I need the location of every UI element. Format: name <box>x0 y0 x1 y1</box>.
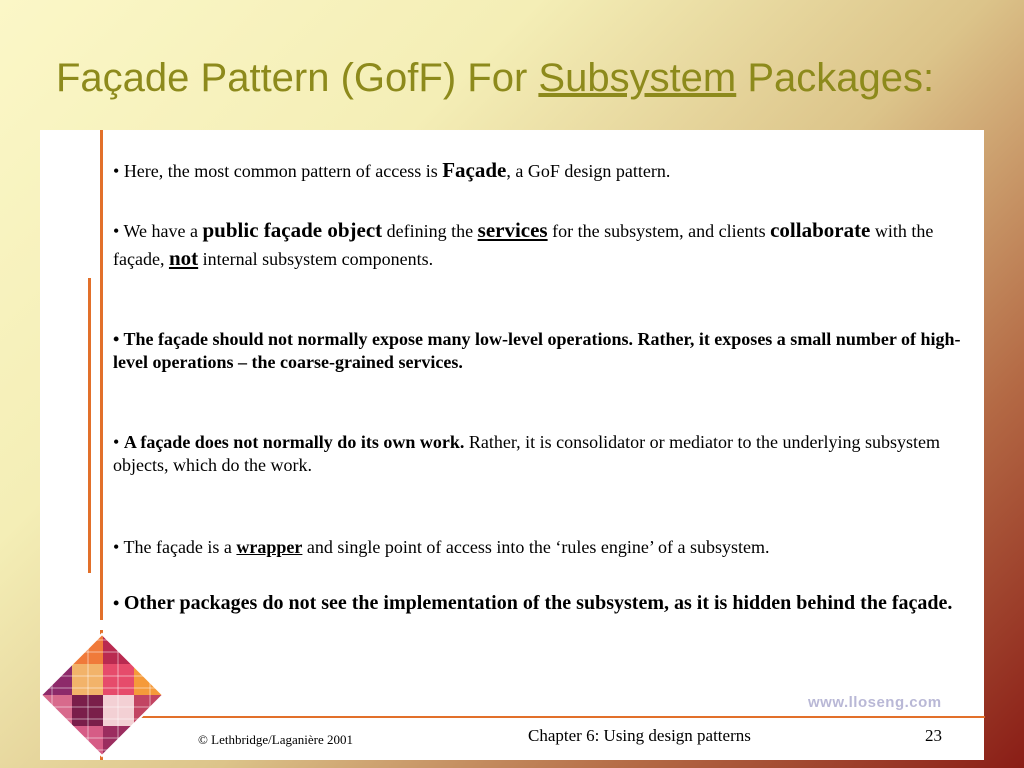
slide-title <box>56 56 934 101</box>
copyright-text: © Lethbridge/Laganière 2001 <box>198 732 353 747</box>
bullet-6: • Other packages do not see the implementation of the subsystem, as it is hidden behind the façade. <box>113 592 953 614</box>
bullet-2: • We have a public façade object defining the services for the subsystem, and clients collaborate with the façade, not internal subsystem components. <box>113 218 934 270</box>
accent-line-vertical-tall <box>100 130 103 620</box>
collaborate-term: collaborate <box>770 218 871 242</box>
title-part3: Packages: <box>736 56 935 100</box>
bullet-1: • Here, the most common pattern of access is Façade, a GoF design pattern. <box>113 158 671 182</box>
chapter-label: Chapter 6: Using design patterns <box>528 726 751 745</box>
public-facade-object-term: public façade object <box>202 218 383 242</box>
bullet-3: • The façade should not normally expose many low-level operations. Rather, it exposes a small number of high-level operations – the coarse-grained services. <box>113 329 961 372</box>
quilt-mosaic-decoration <box>40 632 165 758</box>
accent-line-vertical-short <box>88 278 91 573</box>
page-number: 23 <box>925 726 942 745</box>
bullet-4: • A façade does not normally do its own work. Rather, it is consolidator or mediator to the underlying subsystem objects, which do the work. <box>113 432 941 475</box>
wrapper-term: wrapper <box>236 537 303 557</box>
not-term: not <box>168 246 199 270</box>
website-link: www.lloseng.com <box>808 694 942 711</box>
bullet-5: • The façade is a wrapper and single point of access into the ‘rules engine’ of a subsystem. <box>113 537 770 557</box>
facade-term: Façade <box>442 158 507 182</box>
title-part1: Façade Pattern (GofF) For <box>56 56 539 100</box>
services-term: services <box>477 218 548 242</box>
title-subsystem-word: Subsystem <box>538 56 737 100</box>
accent-line-horizontal <box>140 716 985 718</box>
